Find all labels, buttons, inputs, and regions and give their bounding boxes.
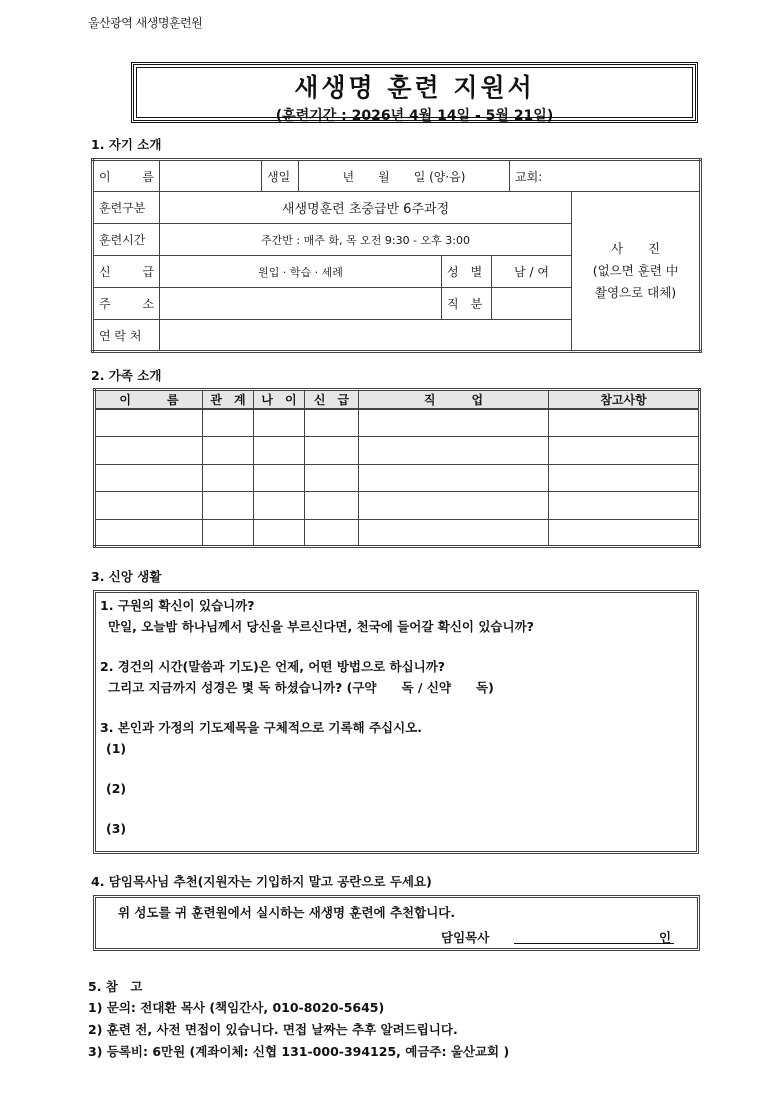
page-title: 새생명 훈련 지원서 [294,73,535,102]
gender-label: 성 별 [442,256,492,288]
training-period: (훈련기간 : 2026년 4월 14일 - 5월 21일) [275,108,554,124]
title-box [131,62,698,123]
cell[interactable] [305,464,359,492]
col-name: 이 름 [95,390,203,410]
pastor-signature-line[interactable] [514,928,674,944]
cell[interactable] [305,437,359,465]
cell[interactable] [549,464,700,492]
prayer-item-1: (1) [106,741,127,756]
time-value: 주간반 : 매주 화, 목 오전 9:30 - 오후 3:00 [160,224,572,256]
gender-options[interactable]: 남 / 여 [492,256,572,288]
position-label: 직 분 [442,288,492,320]
recommendation-text: 위 성도를 귀 훈련원에서 실시하는 새생명 훈련에 추천합니다. [118,905,456,920]
cell[interactable] [254,492,305,520]
cell[interactable] [203,492,254,520]
table-row [95,437,700,465]
col-faith: 신 급 [305,390,359,410]
question-3: 3. 본인과 가정의 기도제목을 구체적으로 기록해 주십시오. [100,720,423,735]
table-row [95,409,700,437]
contact-field[interactable] [160,320,572,352]
seal-label: 인 [659,930,672,945]
address-label: 주 [99,297,111,311]
cell[interactable] [359,519,549,547]
position-field[interactable] [492,288,572,320]
contact-label: 연 락 처 [93,320,160,352]
note-1: 1) 문의: 전대환 목사 (책임간사, 010-8020-5645) [88,1000,385,1015]
cell[interactable] [203,519,254,547]
course-value: 새생명훈련 초중급반 6주과정 [160,192,572,224]
cell[interactable] [305,409,359,437]
table-row [95,519,700,547]
self-intro-table [91,158,702,353]
faith-label-2: 급 [142,265,154,279]
note-3: 3) 등록비: 6만원 (계좌이체: 신협 131-000-394125, 예금주: 울산교회 ) [88,1044,510,1059]
org-header: 울산광역 새생명훈련원 [88,16,203,30]
cell[interactable] [254,464,305,492]
question-1: 1. 구원의 확신이 있습니까? [100,598,255,613]
photo-area[interactable] [572,192,701,352]
cell[interactable] [95,492,203,520]
col-relation: 관 계 [203,390,254,410]
table-row [95,464,700,492]
name-label-2: 름 [142,169,154,184]
name-field[interactable] [160,160,262,192]
section-5-heading: 5. 참 고 [88,979,143,994]
prayer-item-3: (3) [106,821,127,836]
cell[interactable] [254,519,305,547]
cell[interactable] [549,492,700,520]
course-label: 훈련구분 [93,192,160,224]
col-notes: 참고사항 [549,390,700,410]
church-field[interactable]: 교회: [510,160,701,192]
address-label-2: 소 [142,297,154,311]
cell[interactable] [203,464,254,492]
family-table [93,388,701,548]
faith-label: 신 [99,265,111,279]
cell[interactable] [549,519,700,547]
cell[interactable] [549,409,700,437]
cell[interactable] [203,409,254,437]
cell[interactable] [95,519,203,547]
photo-title: 사 진 [610,241,661,256]
time-label: 훈련시간 [93,224,160,256]
cell[interactable] [549,437,700,465]
section-3-heading: 3. 신앙 생활 [91,569,162,584]
section-2-heading: 2. 가족 소개 [91,368,162,383]
faith-life-box[interactable] [93,590,699,854]
cell[interactable] [359,437,549,465]
cell[interactable] [203,437,254,465]
photo-note: (없으면 훈련 中 [592,263,679,278]
table-row [95,492,700,520]
recommendation-box [93,895,700,951]
note-2: 2) 훈련 전, 사전 면접이 있습니다. 면접 날짜는 추후 알려드립니다. [88,1022,458,1037]
cell[interactable] [95,464,203,492]
cell[interactable] [359,409,549,437]
birth-label: 생일 [262,160,299,192]
pastor-label: 담임목사 [441,930,490,945]
faith-options[interactable]: 원입 · 학습 · 세례 [160,256,442,288]
question-2-detail: 그리고 지금까지 성경은 몇 독 하셨습니까? (구약 독 / 신약 독) [108,680,494,695]
cell[interactable] [254,409,305,437]
col-age: 나 이 [254,390,305,410]
photo-note-2: 촬영으로 대체) [594,285,677,300]
question-1-detail: 만일, 오늘밤 하나님께서 당신을 부르신다면, 천국에 들어갈 확신이 있습니까? [108,619,534,634]
cell[interactable] [305,519,359,547]
cell[interactable] [95,409,203,437]
cell[interactable] [95,437,203,465]
cell[interactable] [359,464,549,492]
name-label: 이 [99,169,111,184]
prayer-item-2: (2) [106,781,127,796]
cell[interactable] [305,492,359,520]
birth-field[interactable]: 년 월 일 (양·음) [299,160,510,192]
cell[interactable] [254,437,305,465]
address-field[interactable] [160,288,442,320]
cell[interactable] [359,492,549,520]
question-2: 2. 경건의 시간(말씀과 기도)은 언제, 어떤 방법으로 하십니까? [100,659,446,674]
col-job: 직 업 [359,390,549,410]
section-4-heading: 4. 담임목사님 추천(지원자는 기입하지 말고 공란으로 두세요) [91,874,432,889]
section-1-heading: 1. 자기 소개 [91,137,162,152]
